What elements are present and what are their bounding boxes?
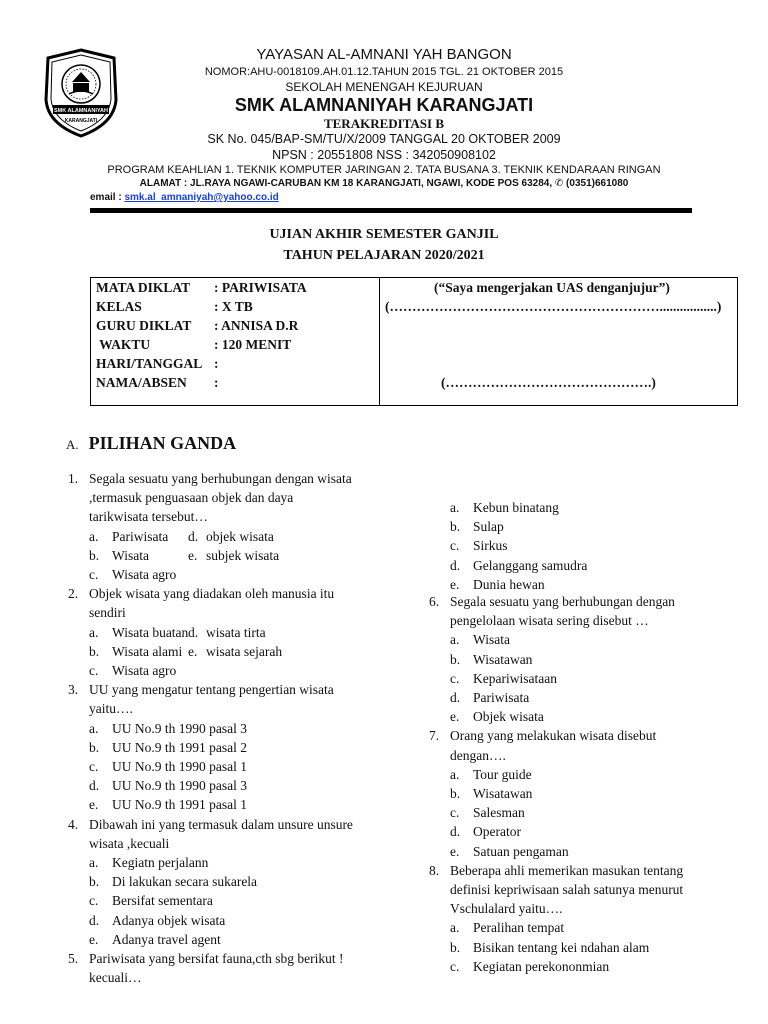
question-number: 1. bbox=[68, 471, 79, 486]
option-letter: b. bbox=[450, 651, 461, 667]
answer-option bbox=[429, 669, 749, 688]
answer-option-pair bbox=[68, 623, 398, 642]
question-text-line: Orang yang melakukan wisata disebut bbox=[450, 728, 657, 744]
question-number: 3. bbox=[68, 682, 79, 698]
option-letter: c. bbox=[450, 958, 460, 974]
question-text-line: Segala sesuatu yang berhubungan dengan bbox=[450, 594, 675, 609]
option-letter: e. bbox=[89, 931, 99, 947]
exam-title bbox=[0, 224, 768, 266]
option-letter: a. bbox=[89, 855, 99, 870]
option-letter: a. bbox=[450, 632, 460, 648]
info-value: : bbox=[214, 356, 219, 371]
option-text: Wisata bbox=[112, 547, 149, 563]
info-label: GURU DIKLAT bbox=[96, 318, 192, 333]
pledge-signature-line: (…………………………………………………….................) bbox=[385, 299, 722, 314]
option-text: Gelanggang samudra bbox=[473, 557, 588, 573]
option-letter: a. bbox=[89, 528, 99, 544]
answer-option bbox=[429, 803, 749, 822]
option-text: wisata tirta bbox=[206, 624, 266, 640]
question-text-line: tarikwisata tersebut… bbox=[89, 509, 208, 525]
question bbox=[68, 584, 398, 680]
info-row-subject bbox=[96, 280, 307, 296]
info-value: : 120 MENIT bbox=[214, 337, 292, 352]
option-letter: b. bbox=[89, 547, 100, 563]
answer-option-pair bbox=[68, 546, 398, 565]
option-letter: e. bbox=[188, 547, 198, 563]
option-text: Objek wisata bbox=[473, 709, 544, 725]
info-label: HARI/TANGGAL bbox=[96, 356, 203, 371]
option-letter: d. bbox=[450, 557, 461, 573]
question-text-line: yaitu…. bbox=[89, 701, 133, 717]
option-text: Adanya travel agent bbox=[112, 931, 221, 947]
answer-option bbox=[68, 795, 398, 814]
answer-option bbox=[89, 642, 183, 661]
option-letter: e. bbox=[89, 797, 99, 813]
question bbox=[429, 726, 749, 860]
info-table-divider bbox=[379, 278, 380, 405]
question-text-line: Pariwisata yang bersifat fauna,cth sbg berikut ! bbox=[89, 951, 344, 967]
option-text: Wisata buatan bbox=[112, 624, 189, 640]
option-letter: a. bbox=[89, 720, 99, 736]
info-value: : bbox=[214, 375, 219, 390]
info-label: NAMA/ABSEN bbox=[96, 375, 187, 390]
info-label: WAKTU bbox=[96, 337, 151, 352]
answer-option bbox=[68, 719, 398, 738]
option-letter: a. bbox=[450, 500, 460, 515]
section-letter: A. bbox=[66, 437, 79, 452]
info-row-time bbox=[96, 337, 291, 353]
question-number: 6. bbox=[429, 594, 440, 609]
answer-option bbox=[188, 546, 280, 565]
sk-number: SK No. 045/BAP-SM/TU/X/2009 TANGGAL 20 OKTOBER 2009 bbox=[207, 132, 561, 146]
school-address: ALAMAT : JL.RAYA NGAWI-CARUBAN KM 18 KARANGJATI, NGAWI, KODE POS 63284, ✆ (0351)661080 bbox=[139, 178, 629, 189]
option-text: Pariwisata bbox=[112, 528, 169, 544]
answer-option bbox=[188, 642, 283, 661]
option-text: Wisata agro bbox=[112, 662, 177, 678]
email-link[interactable]: smk.al_amnaniyah@yahoo.co.id bbox=[124, 192, 279, 203]
question bbox=[68, 469, 398, 584]
answer-option bbox=[429, 517, 749, 536]
option-letter: b. bbox=[450, 519, 461, 535]
option-text: Bersifat sementara bbox=[112, 893, 213, 909]
answer-option-pair bbox=[68, 527, 398, 546]
option-text: Satuan pengaman bbox=[473, 843, 569, 859]
question-text-line: Vschulalard yaitu…. bbox=[450, 901, 563, 917]
answer-option bbox=[429, 918, 749, 937]
answer-option bbox=[429, 630, 749, 649]
answer-option bbox=[68, 911, 398, 930]
question-5-options bbox=[429, 498, 749, 594]
option-text: subjek wisata bbox=[206, 547, 280, 563]
question-text bbox=[68, 815, 398, 853]
answer-option bbox=[68, 872, 398, 891]
answer-option bbox=[68, 661, 398, 680]
option-text: Di lakukan secara sukarela bbox=[112, 874, 258, 890]
answer-option bbox=[429, 822, 749, 841]
info-row-name bbox=[96, 375, 219, 391]
option-letter: c. bbox=[450, 670, 460, 686]
question-text bbox=[429, 726, 749, 764]
option-text: UU No.9 th 1990 pasal 3 bbox=[112, 720, 247, 736]
option-letter: b. bbox=[89, 643, 100, 659]
question-text-line: pengelolaan wisata sering disebut … bbox=[450, 613, 649, 629]
info-row-class bbox=[96, 299, 253, 315]
question-number: 8. bbox=[429, 862, 440, 878]
skill-programs: PROGRAM KEAHLIAN 1. TEKNIK KOMPUTER JARINGAN 2. TATA BUSANA 3. TEKNIK KENDARAAN RINGAN bbox=[107, 164, 661, 176]
question-text-line: kecuali… bbox=[89, 970, 142, 986]
student-name-line: (……………………………………….) bbox=[441, 375, 656, 390]
answer-option bbox=[68, 930, 398, 949]
option-text: Salesman bbox=[473, 805, 525, 821]
exam-title-line-2: TAHUN PELAJARAN 2020/2021 bbox=[283, 248, 485, 263]
foundation-name: YAYASAN AL-AMNANI YAH BANGON bbox=[256, 46, 512, 63]
answer-option bbox=[429, 707, 749, 726]
option-letter: b. bbox=[450, 939, 461, 955]
info-label: MATA DIKLAT bbox=[96, 280, 191, 295]
answer-option bbox=[68, 776, 398, 795]
answer-option bbox=[68, 738, 398, 757]
option-text: Wisatawan bbox=[473, 651, 533, 667]
question bbox=[429, 592, 749, 726]
honesty-pledge: (“Saya mengerjakan UAS denganjujur”) bbox=[434, 280, 670, 295]
question-text bbox=[68, 584, 398, 622]
email-label: email : bbox=[90, 192, 122, 203]
question bbox=[68, 680, 398, 814]
question bbox=[68, 815, 398, 949]
option-letter: c. bbox=[89, 893, 99, 909]
letterhead-divider bbox=[90, 208, 692, 213]
question-text-line: Objek wisata yang diadakan oleh manusia itu bbox=[89, 586, 335, 602]
option-letter: d. bbox=[188, 624, 199, 640]
email-line bbox=[90, 192, 279, 203]
option-letter: a. bbox=[89, 624, 99, 640]
answer-option bbox=[68, 891, 398, 910]
answer-option bbox=[429, 688, 749, 707]
logo-place-text: KARANGJATI bbox=[64, 118, 98, 124]
answer-option bbox=[429, 957, 749, 976]
answer-option bbox=[188, 527, 274, 546]
question-number: 2. bbox=[68, 586, 79, 602]
letterhead bbox=[0, 0, 768, 218]
option-letter: c. bbox=[89, 566, 99, 582]
option-text: UU No.9 th 1990 pasal 1 bbox=[112, 758, 247, 774]
option-letter: a. bbox=[450, 920, 460, 936]
section-title: PILIHAN GANDA bbox=[88, 433, 237, 453]
question-text bbox=[68, 469, 398, 527]
option-text: Kebun binatang bbox=[473, 500, 559, 515]
answer-option bbox=[68, 565, 398, 584]
info-row-teacher bbox=[96, 318, 298, 334]
question bbox=[429, 861, 749, 976]
option-letter: e. bbox=[188, 643, 198, 659]
answer-option bbox=[429, 536, 749, 555]
question-text-line: definisi kepriwisaan salah satunya menurut bbox=[450, 882, 684, 898]
option-text: Bisikan tentang kei ndahan alam bbox=[473, 939, 650, 955]
answer-option bbox=[429, 765, 749, 784]
question bbox=[68, 949, 398, 987]
option-letter: b. bbox=[89, 739, 100, 755]
option-letter: b. bbox=[450, 786, 461, 802]
option-text: UU No.9 th 1990 pasal 3 bbox=[112, 778, 247, 794]
answer-option bbox=[89, 546, 149, 565]
section-heading bbox=[66, 433, 236, 454]
option-text: Peralihan tempat bbox=[473, 920, 565, 936]
option-letter: e. bbox=[450, 576, 460, 592]
option-text: Wisata agro bbox=[112, 566, 177, 582]
option-letter: e. bbox=[450, 843, 460, 859]
option-text: Sirkus bbox=[473, 538, 508, 554]
exam-info-table bbox=[90, 277, 738, 406]
info-label: KELAS bbox=[96, 299, 142, 314]
questions-left-column bbox=[68, 469, 398, 987]
option-letter: e. bbox=[450, 709, 460, 725]
question-text-line: dengan…. bbox=[450, 747, 506, 763]
option-letter: c. bbox=[89, 758, 99, 774]
question-text-line: ,termasuk penguasaan objek dan daya bbox=[89, 490, 294, 506]
npsn-nss: NPSN : 20551808 NSS : 342050908102 bbox=[272, 148, 496, 162]
answer-option bbox=[89, 527, 169, 546]
answer-option bbox=[188, 623, 266, 642]
option-text: Pariwisata bbox=[473, 690, 530, 706]
accreditation: TERAKREDITASI B bbox=[323, 116, 445, 131]
logo-school-text: SMK ALAMNANIYAH bbox=[54, 108, 108, 114]
foundation-decree: NOMOR:AHU-0018109.AH.01.12.TAHUN 2015 TGL. 21 OKTOBER 2015 bbox=[204, 66, 564, 78]
option-text: UU No.9 th 1991 pasal 1 bbox=[112, 797, 247, 813]
answer-option-pair bbox=[68, 642, 398, 661]
option-text: Operator bbox=[473, 824, 521, 840]
exam-title-line-1: UJIAN AKHIR SEMESTER GANJIL bbox=[269, 227, 499, 242]
answer-option bbox=[429, 938, 749, 957]
option-text: Wisata bbox=[473, 632, 510, 648]
option-letter: d. bbox=[450, 824, 461, 840]
option-letter: c. bbox=[89, 662, 99, 678]
question-number: 5. bbox=[68, 951, 79, 967]
school-type: SEKOLAH MENENGAH KEJURUAN bbox=[285, 80, 483, 94]
question-text bbox=[68, 949, 398, 987]
option-letter: c. bbox=[450, 538, 460, 554]
answer-option bbox=[68, 853, 398, 872]
question-number: 7. bbox=[429, 728, 440, 744]
questions-right-column bbox=[429, 592, 749, 976]
option-letter: d. bbox=[89, 912, 100, 928]
answer-option bbox=[429, 498, 749, 517]
question-number: 4. bbox=[68, 816, 79, 832]
option-text: Sulap bbox=[473, 519, 504, 535]
answer-option bbox=[429, 556, 749, 575]
option-text: Dunia hewan bbox=[473, 576, 545, 592]
question-text-line: Segala sesuatu yang berhubungan dengan wisata bbox=[89, 471, 352, 486]
option-letter: a. bbox=[450, 766, 460, 782]
answer-option bbox=[68, 757, 398, 776]
option-letter: d. bbox=[450, 690, 461, 706]
option-letter: b. bbox=[89, 874, 100, 890]
question-text bbox=[68, 680, 398, 718]
option-letter: d. bbox=[89, 778, 100, 794]
option-text: Kegiatan perekononmian bbox=[473, 958, 610, 974]
option-text: Kepariwisataan bbox=[473, 670, 557, 686]
question-text bbox=[429, 592, 749, 630]
option-text: objek wisata bbox=[206, 528, 274, 544]
option-letter: d. bbox=[188, 528, 199, 544]
info-value: : ANNISA D.R bbox=[214, 318, 299, 333]
question-text-line: Beberapa ahli memerikan masukan tentang bbox=[450, 862, 684, 878]
option-text: Wisatawan bbox=[473, 786, 533, 802]
question-text-line: sendiri bbox=[89, 605, 126, 621]
option-text: Wisata alami bbox=[112, 643, 183, 659]
option-text: Adanya objek wisata bbox=[112, 912, 226, 928]
option-text: wisata sejarah bbox=[206, 643, 283, 659]
question-text-line: UU yang mengatur tentang pengertian wisata bbox=[89, 682, 334, 698]
answer-option bbox=[429, 650, 749, 669]
question-text-line: Dibawah ini yang termasuk dalam unsure unsure bbox=[89, 816, 353, 832]
option-letter: c. bbox=[450, 805, 460, 821]
info-value: : X TB bbox=[214, 299, 253, 314]
answer-option bbox=[429, 784, 749, 803]
school-name: SMK ALAMNANIYAH KARANGJATI bbox=[234, 95, 534, 115]
answer-option bbox=[89, 623, 189, 642]
question-text-line: wisata ,kecuali bbox=[89, 835, 170, 851]
option-text: Kegiatn perjalann bbox=[112, 855, 209, 870]
answer-option bbox=[429, 842, 749, 861]
option-text: UU No.9 th 1991 pasal 2 bbox=[112, 739, 247, 755]
info-value: : PARIWISATA bbox=[214, 280, 307, 295]
info-row-date bbox=[96, 356, 219, 372]
option-text: Tour guide bbox=[473, 766, 532, 782]
question-text bbox=[429, 861, 749, 919]
